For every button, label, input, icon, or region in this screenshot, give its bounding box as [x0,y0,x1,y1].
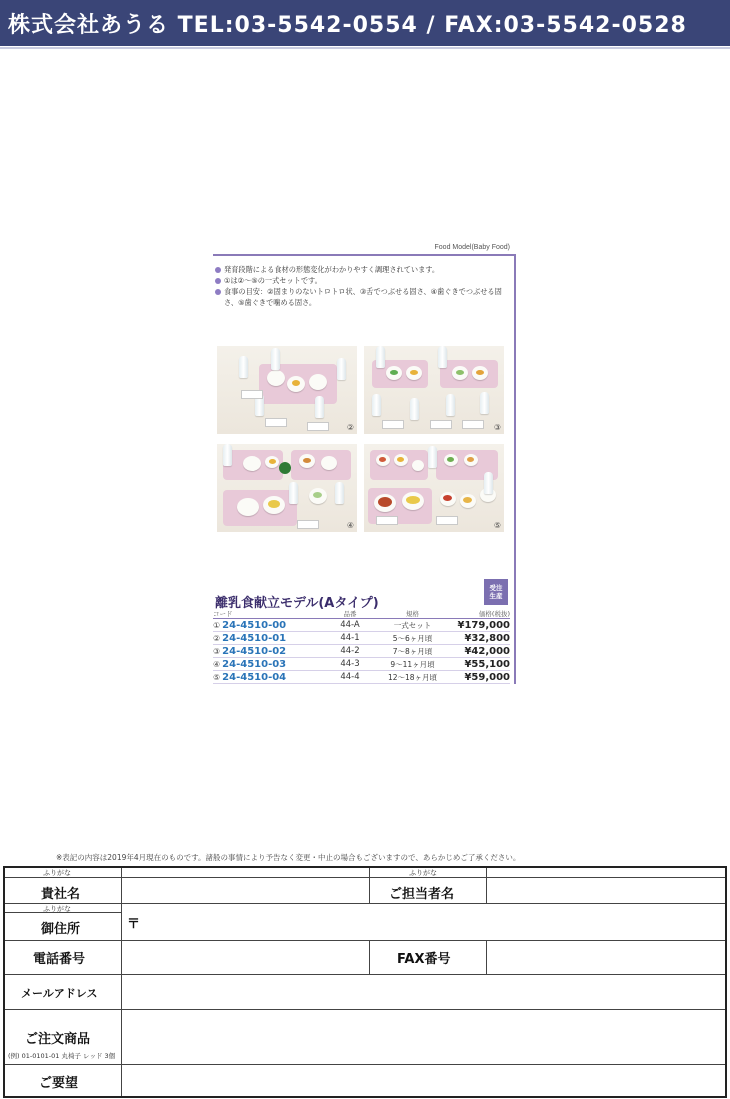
baby-bottle [335,482,344,504]
food [476,370,484,375]
label-card [241,390,263,399]
baby-bottle [428,446,437,468]
price-table-header [213,609,510,619]
food [313,492,322,498]
baby-bottle [410,398,419,420]
food [410,370,418,375]
furigana-label: ふりがな [43,905,71,913]
baby-bottle [484,472,493,494]
label-card [436,516,458,525]
baby-bottle [376,346,385,368]
product-code: 24-4510-01 [222,632,287,644]
baby-bottle [315,396,324,418]
table-row [213,645,510,658]
company-label: 貴社名 [41,887,81,902]
item-number: 44-4 [325,671,375,684]
product-code: 24-4510-02 [222,645,287,657]
address-field[interactable] [122,904,725,940]
label-card [265,418,287,427]
spec: 7～8ヶ月頃 [375,645,450,658]
food [463,497,472,503]
product-code: 24-4510-00 [222,619,287,631]
feature-item: 発育段階による食材の形態変化がわかりやすく調理されています。 [215,264,510,275]
furigana-label: ふりがな [43,869,71,877]
disclaimer-notice: ※表記の内容は2019年4月現在のものです。諸般の事情により予告なく変更・中止の場合もございますので、あらかじめご了承ください。 [56,853,521,862]
bowl [243,456,261,471]
header-price: 価格(税抜) [450,609,510,619]
food [390,370,398,375]
item-number: 44-A [325,619,375,632]
product-photo-2 [217,346,357,434]
spec: 5～6ヶ月頃 [375,632,450,645]
tray [440,360,498,388]
food [443,495,452,501]
product-code: 24-4510-04 [222,671,287,683]
baby-bottle [239,356,248,378]
form-line [369,940,370,974]
tray [223,490,297,526]
price: ¥32,800 [450,632,510,645]
photo-number: ④ [346,521,354,530]
order-example: (例) 01-0101-01 丸椅子 レッド 3個 [8,1052,116,1060]
table-row [213,619,510,632]
catalog-frame-top [213,254,516,256]
price: ¥42,000 [450,645,510,658]
phone-field[interactable] [122,941,369,974]
bowl [267,370,285,386]
made-to-order-badge [484,579,508,605]
catalog-section [213,246,518,686]
food [447,457,454,462]
food [467,457,474,462]
item-number: 44-3 [325,658,375,671]
header-bar [0,0,730,46]
food [268,500,280,508]
requests-field[interactable] [122,1065,725,1096]
product-photo-5 [364,444,504,532]
fax-field[interactable] [487,941,725,974]
photo-number: ③ [493,423,501,432]
feature-item: 食事の目安：②固まりのないトロトロ状、③舌でつぶせる固さ、④歯ぐきでつぶせる固さ、⑤歯ぐきで噛める固さ。 [215,286,510,308]
feature-list [215,264,510,308]
baby-bottle [372,394,381,416]
address-label: 御住所 [41,922,81,937]
price: ¥55,100 [450,658,510,671]
phone-label: 電話番号 [33,952,86,967]
food [292,380,300,386]
header-divider [0,47,730,49]
postal-mark: 〒 [127,917,141,932]
badge-line-2: 生産 [489,592,503,600]
baby-bottle [480,392,489,414]
company-name-field[interactable] [122,878,369,903]
contact-label: ご担当者名 [389,887,455,902]
code-cell [213,645,325,658]
item-number: 44-2 [325,645,375,658]
food [303,458,311,463]
price: ¥179,000 [450,619,510,632]
label-card [430,420,452,429]
baby-bottle [289,482,298,504]
row-number: ⑤ [213,672,221,682]
catalog-frame-right [514,254,516,684]
product-photo-4 [217,444,357,532]
contact-name-field[interactable] [487,878,725,903]
header-code: コード [213,609,325,619]
bowl [412,460,424,471]
label-card [376,516,398,525]
product-title: 離乳食献立モデル(Aタイプ) [215,596,379,611]
table-row [213,671,510,684]
food [279,462,291,474]
catalog-section-title: Food Model(Baby Food) [434,244,510,251]
price-table [213,609,510,684]
label-card [462,420,484,429]
header-spec: 規格 [375,609,450,619]
label-card [307,422,329,431]
baby-bottle [438,346,447,368]
bowl [309,374,327,390]
bowl [237,498,259,516]
order-label: ご注文商品 [25,1032,91,1047]
row-number: ② [213,633,221,643]
fax-label: FAX番号 [397,952,451,967]
food [456,370,464,375]
order-form [3,866,727,1098]
product-code: 24-4510-03 [222,658,287,670]
bowl [321,456,337,470]
row-number: ④ [213,659,221,669]
label-card [382,420,404,429]
product-photo-3 [364,346,504,434]
table-row [213,632,510,645]
feature-item: ①は②～⑤の一式セットです。 [215,275,510,286]
price: ¥59,000 [450,671,510,684]
code-cell [213,619,325,632]
label-card [297,520,319,529]
baby-bottle [223,444,232,466]
spec: 一式セット [375,619,450,632]
spec: 9～11ヶ月頃 [375,658,450,671]
code-cell [213,671,325,684]
furigana-label: ふりがな [409,869,437,877]
spec: 12～18ヶ月頃 [375,671,450,684]
table-row [213,658,510,671]
requests-label: ご要望 [39,1076,79,1091]
food [397,457,404,462]
row-number: ③ [213,646,221,656]
email-label: メールアドレス [21,987,98,1000]
badge-line-1: 受注 [489,584,503,592]
header-item: 品番 [325,609,375,619]
baby-bottle [337,358,346,380]
food [379,457,386,462]
baby-bottle [446,394,455,416]
photo-number: ② [346,423,354,432]
order-field[interactable] [122,1010,725,1064]
row-number: ① [213,620,221,630]
form-line [369,868,370,903]
baby-bottle [271,348,280,370]
photo-number: ⑤ [493,521,501,530]
food [406,496,420,504]
code-cell [213,658,325,671]
header-contact-text: 株式会社あうる TEL:03-5542-0554 / FAX:03-5542-0528 [8,13,687,38]
item-number: 44-1 [325,632,375,645]
code-cell [213,632,325,645]
food [378,497,392,507]
food [269,459,276,464]
email-field[interactable] [122,975,725,1009]
